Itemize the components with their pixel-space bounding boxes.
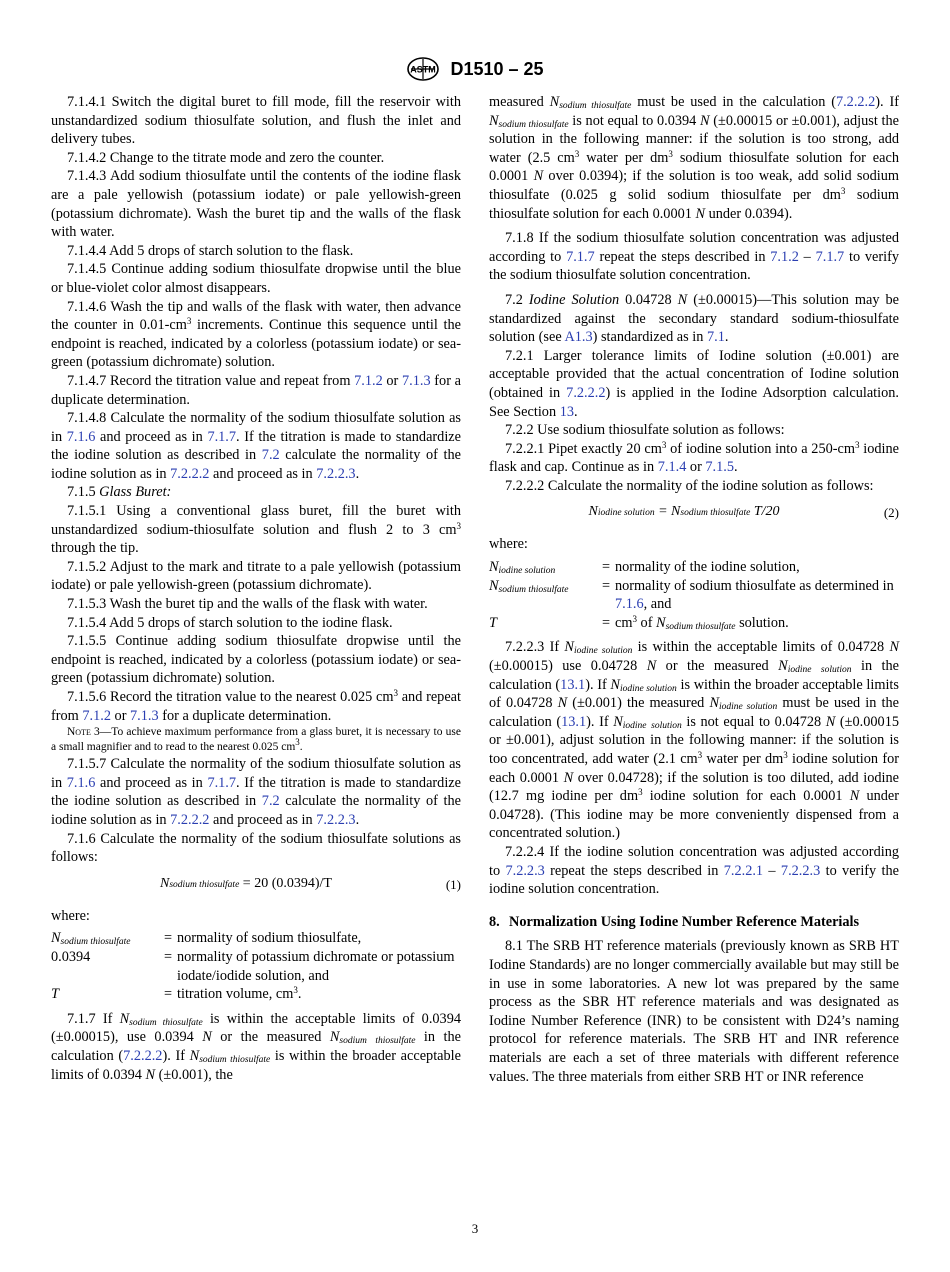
ref-7-1-2[interactable]: 7.1.2 xyxy=(82,707,111,724)
equation-1: Nsodium thiosulfate = 20 (0.0394)/T (1) xyxy=(51,873,461,899)
ref-7-2-2-3[interactable]: 7.2.2.3 xyxy=(780,862,821,879)
paragraph-7-1-4-3: 7.1.4.3 Add sodium thiosulfate until the contents of the iodine flask are a pale yellowish (potassium iodate) or pale yellowish-green (potassium dichromate). Wash the buret tip and the walls of the flask with water. xyxy=(51,168,461,241)
ref-7-1-4[interactable]: 7.1.4 xyxy=(657,459,687,476)
note-3: Note 3—To achieve maximum performance from a glass buret, it is necessary to use a small magnifier and to read to the nearest 0.025 $cm^3$. xyxy=(51,726,461,754)
ref-a1-3[interactable]: A1.3 xyxy=(564,329,593,346)
where-label: where: xyxy=(51,907,90,924)
definition-row: T = titration volume, $cm^3$. xyxy=(51,985,302,1003)
ref-7-1-3[interactable]: 7.1.3 xyxy=(130,707,159,724)
paragraph-7-1-4-2: 7.1.4.2 Change to the titrate mode and zero the counter. xyxy=(67,149,385,166)
paragraph-7-1-6: 7.1.6 Calculate the normality of the sodium thiosulfate solutions as follows: xyxy=(51,830,461,866)
paragraph-7-1-5-1: 7.1.5.1 Using a conventional glass buret, fill the buret with unstandardized sodium-thiosulfate solution and flush 2 to 3 $cm^3$ through the tip. xyxy=(51,503,461,557)
ref-7-2-2-2[interactable]: 7.2.2.2 xyxy=(123,1047,163,1064)
ref-7-1-2[interactable]: 7.1.2 xyxy=(354,372,383,389)
definition-row: T = $cm^3$ of $N_{sodium thiosulfate}$ solution. xyxy=(489,613,789,632)
ref-section-13[interactable]: 13 xyxy=(559,403,574,420)
ref-7-2-2-3[interactable]: 7.2.2.3 xyxy=(505,862,545,879)
paragraph-7-1-4-6: 7.1.4.6 Wash the tip and walls of the flask with water, then advance the counter in $0.01-cm^3$ increments. Continue this sequence until the endpoint is reached, indicated by a colorless (potassium iodate) or sea-green (potassium dichromate) solution. xyxy=(51,298,461,371)
ref-7-1-7[interactable]: 7.1.7 xyxy=(566,248,595,265)
svg-text:ASTM: ASTM xyxy=(410,64,437,75)
paragraph-7-2: 7.2 Iodine Solution 0.04728 N (±0.00015)—This solution may be standardized against the secondary standard sodium-thiosulfate solution (see A1.3) standardized as in 7.1. xyxy=(489,291,900,346)
ref-7-1-2[interactable]: 7.1.2 xyxy=(770,248,799,265)
ref-7-1-3[interactable]: 7.1.3 xyxy=(402,372,431,389)
equation-number: (2) xyxy=(883,505,899,521)
paragraph-7-2-2-2: 7.2.2.2 Calculate the normality of the iodine solution as follows: xyxy=(505,477,874,494)
paragraph-7-1-5-4: 7.1.5.4 Add 5 drops of starch solution to the iodine flask. xyxy=(67,614,393,631)
paragraph-7-2-2: 7.2.2 Use sodium thiosulfate solution as follows: xyxy=(505,422,785,439)
equation-2: Niodine solution = Nsodium thiosulfate T/20 (2) xyxy=(489,501,899,527)
paragraph-7-1-4-7: 7.1.4.7 Record the titration value and repeat from 7.1.2 or 7.1.3 for a duplicate determination. xyxy=(51,372,461,408)
paragraph-7-1-5-6: 7.1.5.6 Record the titration value to the nearest 0.025 $cm^3$ and repeat from 7.1.2 or 7.1.3 for a duplicate determination. xyxy=(51,688,461,724)
definitions-list xyxy=(489,558,899,632)
ref-7-1[interactable]: 7.1 xyxy=(707,329,725,346)
ref-7-2-2-2[interactable]: 7.2.2.2 xyxy=(170,465,210,482)
ref-7-1-7[interactable]: 7.1.7 xyxy=(815,248,845,265)
ref-13-1[interactable]: 13.1 xyxy=(561,713,587,730)
paragraph-7-2-2-1: 7.2.2.1 Pipet exactly 20 $cm^3$ of iodine solution into a $250-cm^3$ iodine flask and cap. Continue as in 7.1.4 or 7.1.5. xyxy=(489,439,899,476)
paragraph-7-1-4-1: 7.1.4.1 Switch the digital buret to fill mode, fill the reservoir with unstandardized sodium thiosulfate solution, and flush the inlet and delivery tubes. xyxy=(51,94,461,148)
standard-number: D1510 – 25 xyxy=(450,58,544,79)
paragraph-7-1-5-3: 7.1.5.3 Wash the buret tip and the walls of the flask with water. xyxy=(67,596,428,613)
paragraph-7-1-7: 7.1.7 If $N_{sodium thiosulfate}$ is within the acceptable limits of 0.0394 (±0.00015), use 0.0394 N or the measured $N_{sodium}$ $_{thiosulfate}$ in the calculation (7.2.2.2). If $N_{sodium thiosulfate}$ is within the broader acceptable limits of 0.0394 N (±0.001), the xyxy=(51,1010,461,1083)
ref-7-1-6[interactable]: 7.1.6 xyxy=(66,428,96,445)
paragraph-7-1-8: 7.1.8 If the sodium thiosulfate solution concentration was adjusted according to 7.1.7 repeat the steps described in 7.1.2 – 7.1.7 to verify the sodium thiosulfate solution concentration. xyxy=(489,230,900,284)
paragraph-7-2-2-3: 7.2.2.3 If $N_{iodine solution}$ is within the acceptable limits of 0.04728 N (±0.00015) use 0.04728 N or the measured $N_{iodine}$ $_{solution}$ in the calculation (13.1). If $N_{iodine solution}$ is within the broader acceptable limits of 0.04728 N (±0.001) the measured $N_{iodine solution}$ must be used in the calculation (13.1). If $N_{iodine}$ $_{solution}$ is not equal to 0.04728 N (±0.00015 or ±0.001), adjust solution in the following manner: if the solution is too concentrated, add water (2.1 $cm^3$ water per $dm^3$ iodine solution for each 0.0001 N over 0.04728); if the solution is too diluted, add iodine (12.7 mg iodine per $dm^3$ iodine solution for each 0.0001 N under 0.04728). (This iodine may be more conveniently dispensed from a concentrated solution.) xyxy=(489,639,899,842)
right-column xyxy=(489,93,899,1086)
ref-7-1-7[interactable]: 7.1.7 xyxy=(207,774,237,791)
page-header xyxy=(0,56,950,84)
ref-13-1[interactable]: 13.1 xyxy=(560,676,586,693)
paragraph-7-1-5: 7.1.5 Glass Buret: xyxy=(67,484,172,501)
section-8-heading: 8. Normalization Using Iodine Number Reference Materials xyxy=(489,913,860,930)
definition-row: 0.0394 = normality of potassium dichromate or potassium iodate/iodide solution, and xyxy=(51,948,455,984)
paragraph-7-1-5-7: 7.1.5.7 Calculate the normality of the sodium thiosulfate solution as in 7.1.6 and proceed as in 7.1.7. If the titration is made to standardize the iodine solution as described in 7.2 calculate the normality of the iodine solution as in 7.2.2.2 and proceed as in 7.2.2.3. xyxy=(51,756,461,828)
ref-7-2[interactable]: 7.2 xyxy=(261,447,280,464)
left-column xyxy=(51,93,461,1084)
paragraph-7-2-1: 7.2.1 Larger tolerance limits of Iodine solution (±0.001) are acceptable provided that the actual concentration of Iodine solution (obtained in 7.2.2.2) is applied in the Iodine Adsorption calculation. See Section 13. xyxy=(489,347,899,420)
ref-7-2[interactable]: 7.2 xyxy=(261,793,280,810)
paragraph-7-1-5-5: 7.1.5.5 Continue adding sodium thiosulfate dropwise until the endpoint is reached, indicated by a colorless (potassium iodate) or sea-green (potassium dichromate) solution. xyxy=(51,633,461,687)
ref-7-2-2-2[interactable]: 7.2.2.2 xyxy=(566,384,606,401)
equation-number: (1) xyxy=(445,876,461,892)
ref-7-1-6[interactable]: 7.1.6 xyxy=(615,596,644,613)
page-number: 3 xyxy=(471,1221,479,1236)
ref-7-1-7[interactable]: 7.1.7 xyxy=(207,428,237,445)
ref-7-1-5[interactable]: 7.1.5 xyxy=(705,459,734,476)
paragraph-8-1: 8.1 The SRB HT reference materials (previously known as SRB HT Iodine Standards) are no longer commercially available but may still be in use in some laboratories. A new lot was prepared by the same process as the SBR HT reference materials and was designated as Iodine Number Reference (INR) to be consistent with D24’s naming protocol for reference materials. The SRB HT and INR reference materials are each a set of three materials with different reference values. The three materials from either SRB HT or INR reference xyxy=(489,938,899,1085)
paragraph-7-2-2-4: 7.2.2.4 If the iodine solution concentration was adjusted according to 7.2.2.3 repeat the steps described in 7.2.2.1 – 7.2.2.3 to verify the iodine solution concentration. xyxy=(489,843,900,898)
ref-7-2-2-1[interactable]: 7.2.2.1 xyxy=(723,862,764,879)
ref-7-2-2-3[interactable]: 7.2.2.3 xyxy=(316,465,356,482)
ref-7-1-6[interactable]: 7.1.6 xyxy=(66,774,96,791)
paragraph-7-1-4-5: 7.1.4.5 Continue adding sodium thiosulfate dropwise until the blue or blue-violet color almost disappears. xyxy=(51,261,461,296)
paragraph-7-1-5-2: 7.1.5.2 Adjust to the mark and titrate to a pale yellowish (potassium iodate) or pale yellowish-green (potassium dichromate). xyxy=(51,558,461,594)
ref-7-2-2-3[interactable]: 7.2.2.3 xyxy=(316,811,356,828)
definition-row: $N_{sodium thiosulfate}$ = normality of sodium thiosulfate as determined in 7.1.6, and xyxy=(489,577,894,613)
astm-logo-icon xyxy=(406,56,440,82)
where-label: where: xyxy=(489,536,528,553)
paragraph-7-1-4-8: 7.1.4.8 Calculate the normality of the sodium thiosulfate solution as in 7.1.6 and proceed as in 7.1.7. If the titration is made to standardize the iodine solution as described in 7.2 calculate the normality of the iodine solution as in 7.2.2.2 and proceed as in 7.2.2.3. xyxy=(51,410,461,482)
definitions-list xyxy=(51,929,461,1003)
paragraph-7-1-7-continued: measured $N_{sodium thiosulfate}$ must be used in the calculation (7.2.2.2). If $N_{sodium thiosulfate}$ is not equal to 0.0394 N (±0.00015 or ±0.001), adjust the solution in the following manner: if the solution is too strong, add water (2.5 $cm^3$ water per $dm^3$ sodium thiosulfate solution for each 0.0001 N over 0.0394); if the solution is too weak, add solid sodium thiosulfate (0.025 g solid sodium thiosulfate per $dm^3$ sodium thiosulfate solution for each 0.0001 N under 0.0394). xyxy=(489,94,899,222)
definition-row: $N_{iodine solution}$ = normality of the iodine solution, xyxy=(489,559,800,577)
ref-7-2-2-2[interactable]: 7.2.2.2 xyxy=(835,94,876,110)
ref-7-2-2-2[interactable]: 7.2.2.2 xyxy=(170,811,210,828)
definition-row: $N_{sodium thiosulfate}$ = normality of sodium thiosulfate, xyxy=(51,930,362,948)
paragraph-7-1-4-4: 7.1.4.4 Add 5 drops of starch solution to the flask. xyxy=(67,242,354,259)
